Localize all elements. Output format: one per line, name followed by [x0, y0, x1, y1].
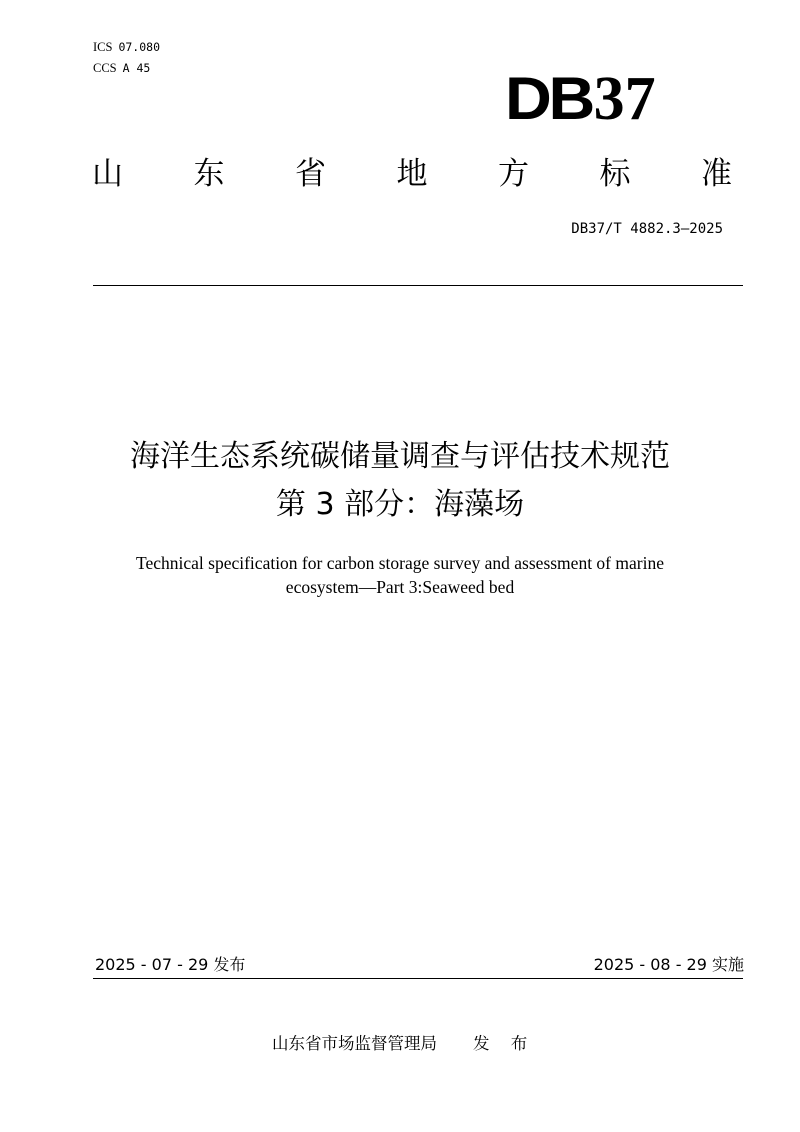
standard-title-char: 东 [193, 156, 225, 192]
logo-number: 37 [593, 65, 656, 133]
chinese-title-line-1: 海洋生态系统碳储量调查与评估技术规范 [130, 439, 670, 474]
db37-logo [505, 65, 656, 133]
standard-title-char: 方 [498, 156, 529, 192]
ccs-code-line [93, 61, 150, 75]
publisher-line [272, 1033, 535, 1055]
publish-label: 发 布 [473, 1034, 536, 1053]
english-title-line-1: Technical specification for carbon storage survey and assessment of marine [136, 553, 664, 573]
ccs-code: A 45 [122, 61, 151, 75]
ics-code-line [93, 40, 160, 54]
top-divider [93, 285, 743, 286]
chinese-title-line-2: 第 3 部分：海藻场 [275, 487, 525, 522]
ccs-label: CCS [93, 61, 117, 75]
standard-title-char: 省 [295, 156, 326, 192]
implementation-date: 2025 - 08 - 29 实施 [593, 955, 744, 974]
english-title-line-2: ecosystem—Part 3:Seaweed bed [285, 577, 515, 597]
logo-db: DB [505, 65, 593, 132]
standard-title-char: 标 [599, 156, 631, 192]
standard-title-char: 地 [396, 156, 428, 192]
standard-title-char: 山 [92, 156, 123, 192]
issue-date: 2025 - 07 - 29 发布 [95, 955, 246, 974]
ics-label: ICS [93, 40, 113, 54]
publisher-name: 山东省市场监督管理局 [272, 1034, 437, 1053]
standard-type-title [92, 152, 732, 196]
bottom-divider [93, 978, 743, 979]
standard-title-char: 准 [701, 156, 732, 192]
ics-code: 07.080 [118, 40, 160, 54]
standard-number: DB37/T 4882.3—2025 [571, 221, 723, 237]
